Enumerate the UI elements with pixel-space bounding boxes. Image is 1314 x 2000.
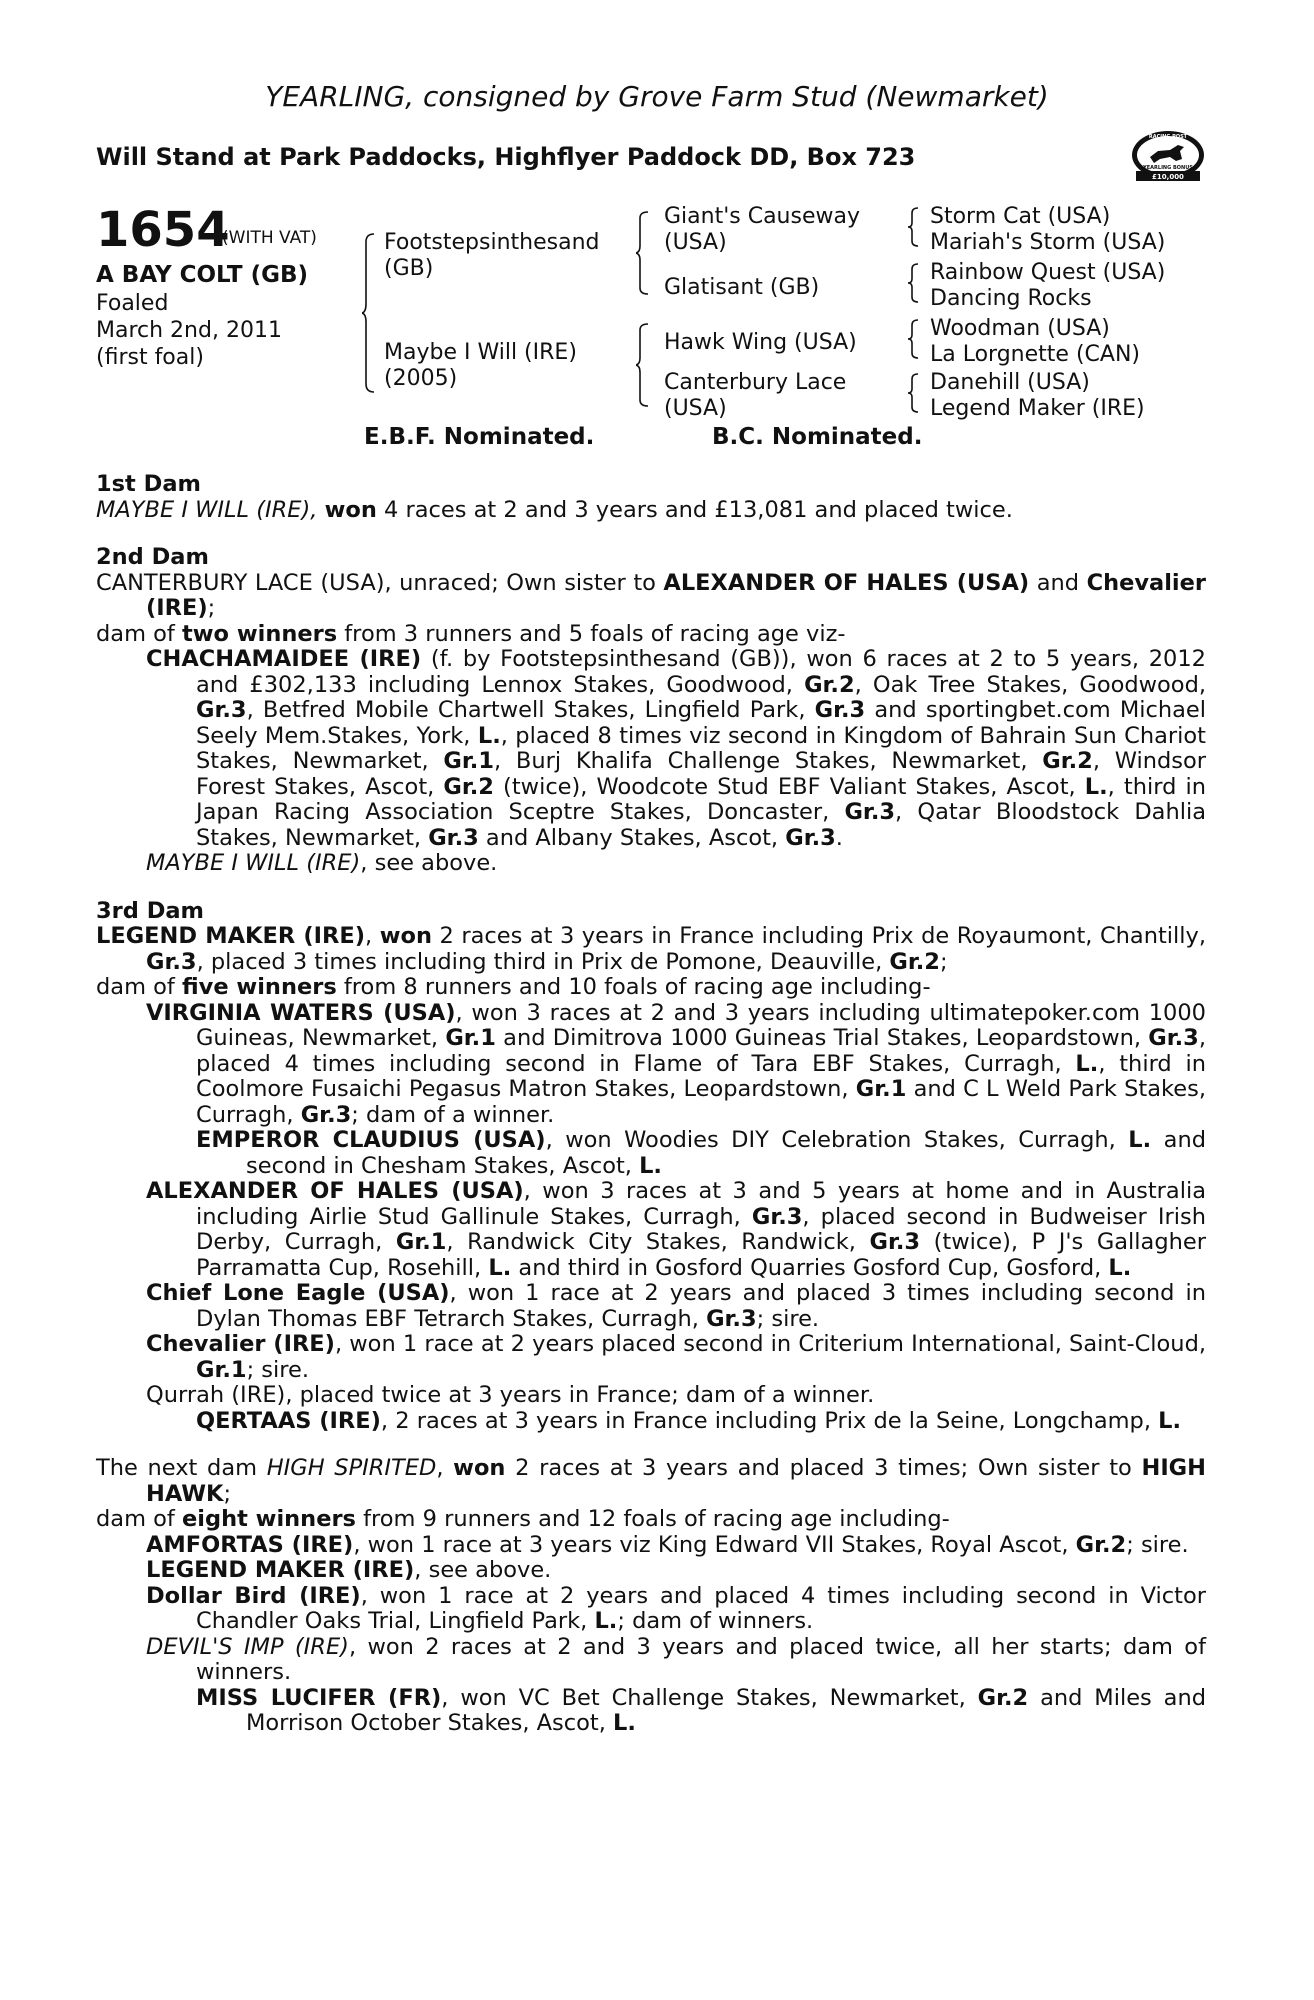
list-item: MISS LUCIFER (FR), won VC Bet Challenge Stakes, Newmarket, Gr.2 and Miles and Morrison October Stakes, Ascot, L. — [196, 1684, 1206, 1736]
first-dam-won: won — [324, 496, 377, 523]
pedigree-brace-2b — [636, 322, 650, 408]
logo-bottom-text: £10,000 — [1152, 173, 1184, 181]
list-item: Chief Lone Eagle (USA), won 1 race at 2 years and placed 3 times including second in Dylan Thomas EBF Tetrarch Stakes, Curragh, Gr.3; sire. — [146, 1280, 1206, 1332]
page-title: YEARLING, consigned by Grove Farm Stud (Newmarket) — [265, 80, 1049, 113]
sire-dam: Glatisant (GB) — [664, 275, 820, 300]
ebf-nominated: E.B.F. Nominated. — [364, 424, 595, 450]
pedigree-notes — [96, 472, 1206, 1737]
yearling-bonus-logo — [1130, 127, 1206, 183]
lot-details — [96, 290, 282, 371]
first-dam-text — [96, 498, 1206, 524]
ped-dds: Danehill (USA) — [930, 370, 1090, 395]
dam-dam — [664, 370, 846, 422]
pedigree-brace-3a — [908, 206, 920, 248]
dam-dam-country: (USA) — [664, 396, 727, 421]
ped-sss: Storm Cat (USA) — [930, 204, 1111, 229]
dam-sire: Hawk Wing (USA) — [664, 330, 857, 355]
ped-dss: Woodman (USA) — [930, 316, 1110, 341]
sire-sire-country: (USA) — [664, 230, 727, 255]
list-item: VIRGINIA WATERS (USA), won 3 races at 2 and 3 years including ultimatepoker.com 1000 Guineas, Newmarket, Gr.1 and Dimitrova 1000 Guineas Trial Stakes, Leopardstown, Gr.3, placed 4 times including second in Flame of Tara EBF Stakes, Curragh, L., third in Coolmore Fusaichi Pegasus Matron Stakes, Leopardstown, Gr.1 and C L Weld Park Stakes, Curragh, Gr.3; dam of a winner. — [146, 999, 1206, 1128]
sire-sire-name: Giant's Causeway — [664, 204, 860, 229]
list-item: ALEXANDER OF HALES (USA), won 3 races at 3 and 5 years at home and in Australia including Airlie Stud Gallinule Stakes, Curragh, Gr.3, placed second in Budweiser Irish Derby, Curragh, Gr.1, Randwick City Stakes, Randwick, Gr.3 (twice), P J's Gallagher Parramatta Cup, Rosehill, L. and third in Gosford Quarries Gosford Cup, Gosford, L. — [146, 1178, 1206, 1281]
next-dam-text: The next dam HIGH SPIRITED, won 2 races at 3 years and placed 3 times; Own sister to HIGH HAWK; — [96, 1455, 1206, 1507]
ped-ssd: Mariah's Storm (USA) — [930, 230, 1166, 255]
second-dam-text: CANTERBURY LACE (USA), unraced; Own sister to ALEXANDER OF HALES (USA) and Chevalier (IRE); — [96, 569, 1206, 621]
sire-sire — [664, 204, 860, 256]
list-item: MAYBE I WILL (IRE), see above. — [146, 850, 498, 876]
stand-location: Will Stand at Park Paddocks, Highflyer Paddock DD, Box 723 — [96, 143, 916, 171]
foaled-date: March 2nd, 2011 — [96, 318, 282, 343]
dam — [384, 340, 577, 392]
list-item: AMFORTAS (IRE), won 1 race at 3 years viz King Edward VII Stakes, Royal Ascot, Gr.2; sire. — [146, 1531, 1189, 1558]
second-dam-heading: 2nd Dam — [96, 544, 209, 570]
logo-top-text: RACING POST — [1148, 134, 1188, 140]
pedigree-brace-1 — [362, 232, 376, 394]
ped-ddd: Legend Maker (IRE) — [930, 396, 1145, 421]
first-dam-name: MAYBE I WILL (IRE), — [96, 496, 318, 523]
list-item: QERTAAS (IRE), 2 races at 3 years in France including Prix de la Seine, Longchamp, L. — [196, 1407, 1182, 1434]
list-item: DEVIL'S IMP (IRE), won 2 races at 2 and 3 years and placed twice, all her starts; dam of winners. — [146, 1633, 1206, 1685]
third-dam-heading: 3rd Dam — [96, 897, 204, 924]
list-item: EMPEROR CLAUDIUS (USA), won Woodies DIY Celebration Stakes, Curragh, L. and second in Chesham Stakes, Ascot, L. — [196, 1127, 1207, 1179]
bc-nominated: B.C. Nominated. — [712, 424, 923, 450]
logo-middle-text: YEARLING BONUS — [1143, 165, 1193, 171]
dam-dam-name: Canterbury Lace — [664, 370, 847, 395]
sire — [384, 230, 599, 282]
foal-note: (first foal) — [96, 345, 204, 370]
pedigree-brace-2a — [636, 210, 650, 296]
third-dam-text: LEGEND MAKER (IRE), won 2 races at 3 years in France including Prix de Royaumont, Chantilly, Gr.3, placed 3 times including third in Prix de Pomone, Deauville, Gr.2; — [96, 923, 1207, 975]
list-item: Dollar Bird (IRE), won 1 race at 2 years and placed 4 times including second in Victor Chandler Oaks Trial, Lingfield Park, L.; dam of winners. — [146, 1582, 1206, 1634]
pedigree-brace-3c — [908, 318, 920, 360]
second-dam-produce: dam of two winners from 3 runners and 5 foals of racing age viz- — [96, 620, 846, 647]
list-item: CHACHAMAIDEE (IRE) (f. by Footstepsinthesand (GB)), won 6 races at 2 to 5 years, 2012 and £302,133 including Lennox Stakes, Goodwood, Gr.2, Oak Tree Stakes, Goodwood, Gr.3, Betfred Mobile Chartwell Stakes, Lingfield Park, Gr.3 and sportingbet.com Michael Seely Mem.Stakes, York, L., placed 8 times viz second in Kingdom of Bahrain Sun Chariot Stakes, Newmarket, Gr.1, Burj Khalifa Challenge Stakes, Newmarket, Gr.2, Windsor Forest Stakes, Ascot, Gr.2 (twice), Woodcote Stud EBF Valiant Stakes, Ascot, L., third in Japan Racing Association Sceptre Stakes, Doncaster, Gr.3, Qatar Bloodstock Dahlia Stakes, Newmarket, Gr.3 and Albany Stakes, Ascot, Gr.3. — [146, 646, 1207, 851]
sire-country: (GB) — [384, 256, 434, 281]
list-item: Qurrah (IRE), placed twice at 3 years in France; dam of a winner. — [146, 1382, 875, 1408]
next-dam-produce: dam of eight winners from 9 runners and 12 foals of racing age including- — [96, 1506, 950, 1532]
first-dam-heading: 1st Dam — [96, 471, 201, 497]
foaled-label: Foaled — [96, 291, 169, 316]
lot-vat: (WITH VAT) — [222, 228, 317, 248]
lot-number: 1654 — [96, 202, 230, 258]
dam-name: Maybe I Will (IRE) — [384, 340, 577, 365]
list-item: Chevalier (IRE), won 1 race at 2 years placed second in Criterium International, Saint-Cloud, Gr.1; sire. — [146, 1331, 1207, 1383]
third-dam-produce: dam of five winners from 8 runners and 10 foals of racing age including- — [96, 974, 931, 1000]
dam-year: (2005) — [384, 366, 458, 391]
ped-dsd: La Lorgnette (CAN) — [930, 342, 1140, 367]
sire-name: Footstepsinthesand — [384, 230, 600, 255]
list-item: LEGEND MAKER (IRE), see above. — [146, 1557, 552, 1583]
lot-name: A BAY COLT (GB) — [96, 262, 309, 288]
pedigree-brace-3d — [908, 372, 920, 414]
ped-sdd: Dancing Rocks — [930, 286, 1092, 311]
ped-sds: Rainbow Quest (USA) — [930, 260, 1166, 285]
pedigree-brace-3b — [908, 262, 920, 304]
first-dam-record: 4 races at 2 and 3 years and £13,081 and placed twice. — [376, 496, 1013, 523]
